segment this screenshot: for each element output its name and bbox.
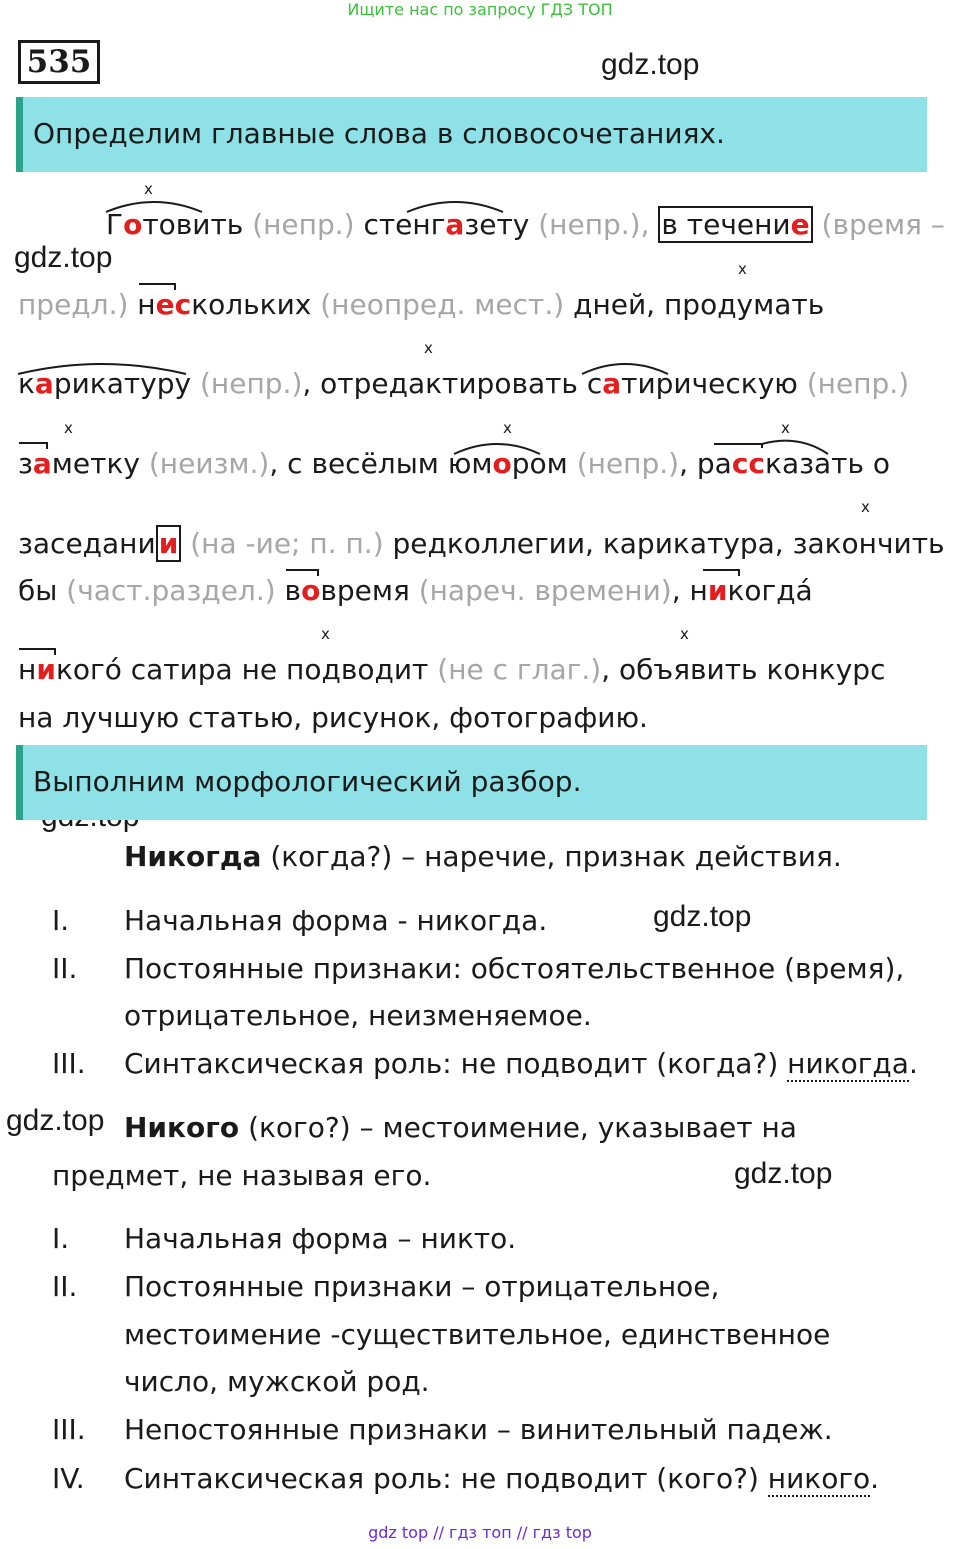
section-title: Выполним морфологический разбор.	[33, 765, 582, 798]
analysis-text: (когда?) – наречие, признак действия.	[270, 840, 842, 873]
list-number: III.	[52, 1413, 86, 1446]
footer-links[interactable]: gdz top // гдз топ // гдз top	[368, 1523, 592, 1542]
sentence-member: никого	[767, 1462, 871, 1495]
analysis-text: .	[908, 1047, 918, 1080]
word-part: товить	[142, 208, 244, 241]
analyzed-word: Никогда	[124, 840, 262, 873]
list-number: I.	[52, 904, 70, 937]
text-line: на лучшую статью, рисунок, фотографию.	[18, 701, 648, 734]
stress-letter: с	[174, 288, 192, 321]
list-item-cont: отрицательное, неизменяемое.	[124, 999, 592, 1032]
prefix-mark	[702, 568, 742, 578]
word-part: казать о	[765, 447, 890, 480]
stress-letter: а	[445, 208, 465, 241]
word-part: н	[18, 653, 37, 686]
word-part: ром	[511, 447, 568, 480]
stress-letter: и	[36, 653, 56, 686]
stress-letter: о	[492, 447, 512, 480]
word-part: з	[18, 447, 33, 480]
stress-letter: а	[602, 367, 622, 400]
word-part: редколлегии, карикатура, закончить	[392, 527, 945, 560]
prefix-mark	[18, 441, 50, 451]
word-part: зету	[464, 208, 530, 241]
word-part: метку	[51, 447, 140, 480]
list-item	[124, 1047, 918, 1080]
word-part: , н	[671, 574, 708, 607]
list-number: II.	[52, 952, 78, 985]
main-word-mark: x	[781, 419, 790, 437]
boxed-word	[658, 206, 812, 243]
section-banner	[16, 745, 927, 820]
ending-box: и	[156, 525, 182, 562]
main-word-mark: x	[861, 498, 870, 516]
analyzed-word: Никого	[124, 1111, 240, 1144]
text-line	[106, 208, 945, 241]
main-word-mark: x	[680, 625, 689, 643]
word-part: бы	[18, 574, 58, 607]
analysis-text: .	[870, 1462, 880, 1495]
section-banner	[16, 97, 927, 172]
main-word-mark: x	[64, 419, 73, 437]
grammar-note: (не с глаг.)	[437, 653, 602, 686]
word-part: тирическую	[621, 367, 798, 400]
word-part: , объявить конкурс	[601, 653, 886, 686]
list-item: Непостоянные признаки – винительный падеж.	[124, 1413, 833, 1446]
grammar-note: (на -ие; п. п.)	[190, 527, 384, 560]
stress-letter: о	[301, 574, 321, 607]
main-word-mark: x	[738, 260, 747, 278]
word-part: , с весёлым юм	[269, 447, 493, 480]
list-item	[124, 1462, 879, 1495]
list-number: I.	[52, 1222, 70, 1255]
list-item-cont: местоимение -существительное, единственное	[124, 1318, 831, 1351]
list-item: Постоянные признаки: обстоятельственное (время),	[124, 952, 905, 985]
list-item: Начальная форма - никогда.	[124, 904, 548, 937]
word-part: в течени	[661, 208, 791, 241]
watermark: gdz.top	[6, 1104, 105, 1137]
word-part: заседани	[18, 527, 156, 560]
sentence-member: никогда	[787, 1047, 909, 1080]
word-part: Г	[106, 208, 124, 241]
main-word-mark: x	[503, 419, 512, 437]
analysis-text: Синтаксическая роль: не подводит (кого?)	[124, 1462, 759, 1495]
grammar-note: (част.раздел.)	[66, 574, 276, 607]
text-line	[18, 527, 945, 560]
list-number: III.	[52, 1047, 86, 1080]
main-word-mark: x	[424, 339, 433, 357]
watermark: gdz.top	[601, 48, 700, 81]
grammar-note: (непр.)	[806, 367, 910, 400]
grammar-note: (нареч. времени)	[418, 574, 672, 607]
grammar-note: (непр.)	[576, 447, 680, 480]
word-part: кого́ сатира не подводит	[55, 653, 429, 686]
stress-letter: а	[34, 367, 54, 400]
grammar-note: (неопред. мест.)	[320, 288, 565, 321]
stress-letter: о	[123, 208, 143, 241]
analysis-text: (кого?) – местоимение, указывает на	[248, 1111, 797, 1144]
grammar-note: (непр.)	[200, 367, 303, 400]
prefix-mark	[285, 568, 321, 578]
arc-mark	[16, 358, 188, 376]
text-line	[18, 574, 813, 607]
main-word-mark: x	[144, 180, 153, 198]
top-search-hint[interactable]: Ищите нас по запросу ГДЗ ТОП	[347, 0, 613, 19]
watermark: gdz.top	[734, 1157, 833, 1190]
text-line	[18, 653, 885, 686]
grammar-note: (неизм.)	[148, 447, 270, 480]
stress-letter: сс	[731, 447, 766, 480]
word-part: н	[137, 288, 156, 321]
arc-mark	[104, 196, 204, 214]
list-item: Начальная форма – никто.	[124, 1222, 517, 1255]
list-number: II.	[52, 1270, 78, 1303]
main-word-mark: x	[321, 625, 330, 643]
watermark: gdz.top	[14, 241, 113, 274]
arc-mark	[580, 358, 670, 376]
word-part: кольких	[191, 288, 312, 321]
word-part: время	[320, 574, 410, 607]
arc-mark	[712, 438, 830, 456]
word-part: когда́	[727, 574, 813, 607]
word-part: рикатуру	[53, 367, 192, 400]
watermark: gdz.top	[653, 900, 752, 933]
grammar-note: (непр.)	[252, 208, 355, 241]
stress-letter: е	[155, 288, 175, 321]
arc-mark	[405, 196, 505, 214]
grammar-note: предл.)	[18, 288, 129, 321]
arc-mark	[452, 438, 542, 456]
prefix-mark	[138, 282, 178, 292]
grammar-note: (непр.),	[538, 208, 650, 241]
grammar-note: (время –	[821, 208, 945, 241]
list-item-cont: число, мужской род.	[124, 1365, 430, 1398]
task-number-box: 535	[18, 40, 100, 84]
word-part: в	[284, 574, 302, 607]
text-line	[18, 288, 824, 321]
stress-letter: и	[707, 574, 728, 607]
list-item: Постоянные признаки – отрицательное,	[124, 1270, 720, 1303]
word-part: дней, продумать	[573, 288, 825, 321]
section-title: Определим главные слова в словосочетаниях.	[33, 117, 725, 150]
list-number: IV.	[52, 1462, 85, 1495]
analysis-text: Синтаксическая роль: не подводит (когда?)	[124, 1047, 779, 1080]
analysis-heading	[124, 840, 842, 873]
analysis-heading-cont: предмет, не называя его.	[52, 1159, 432, 1192]
word-part: , ра	[679, 447, 732, 480]
stress-letter: а	[32, 447, 52, 480]
word-part: , отредактировать с	[302, 367, 603, 400]
stress-letter: е	[790, 208, 810, 241]
word-part: стенг	[363, 208, 446, 241]
word-part: к	[18, 367, 35, 400]
analysis-heading	[124, 1111, 797, 1144]
